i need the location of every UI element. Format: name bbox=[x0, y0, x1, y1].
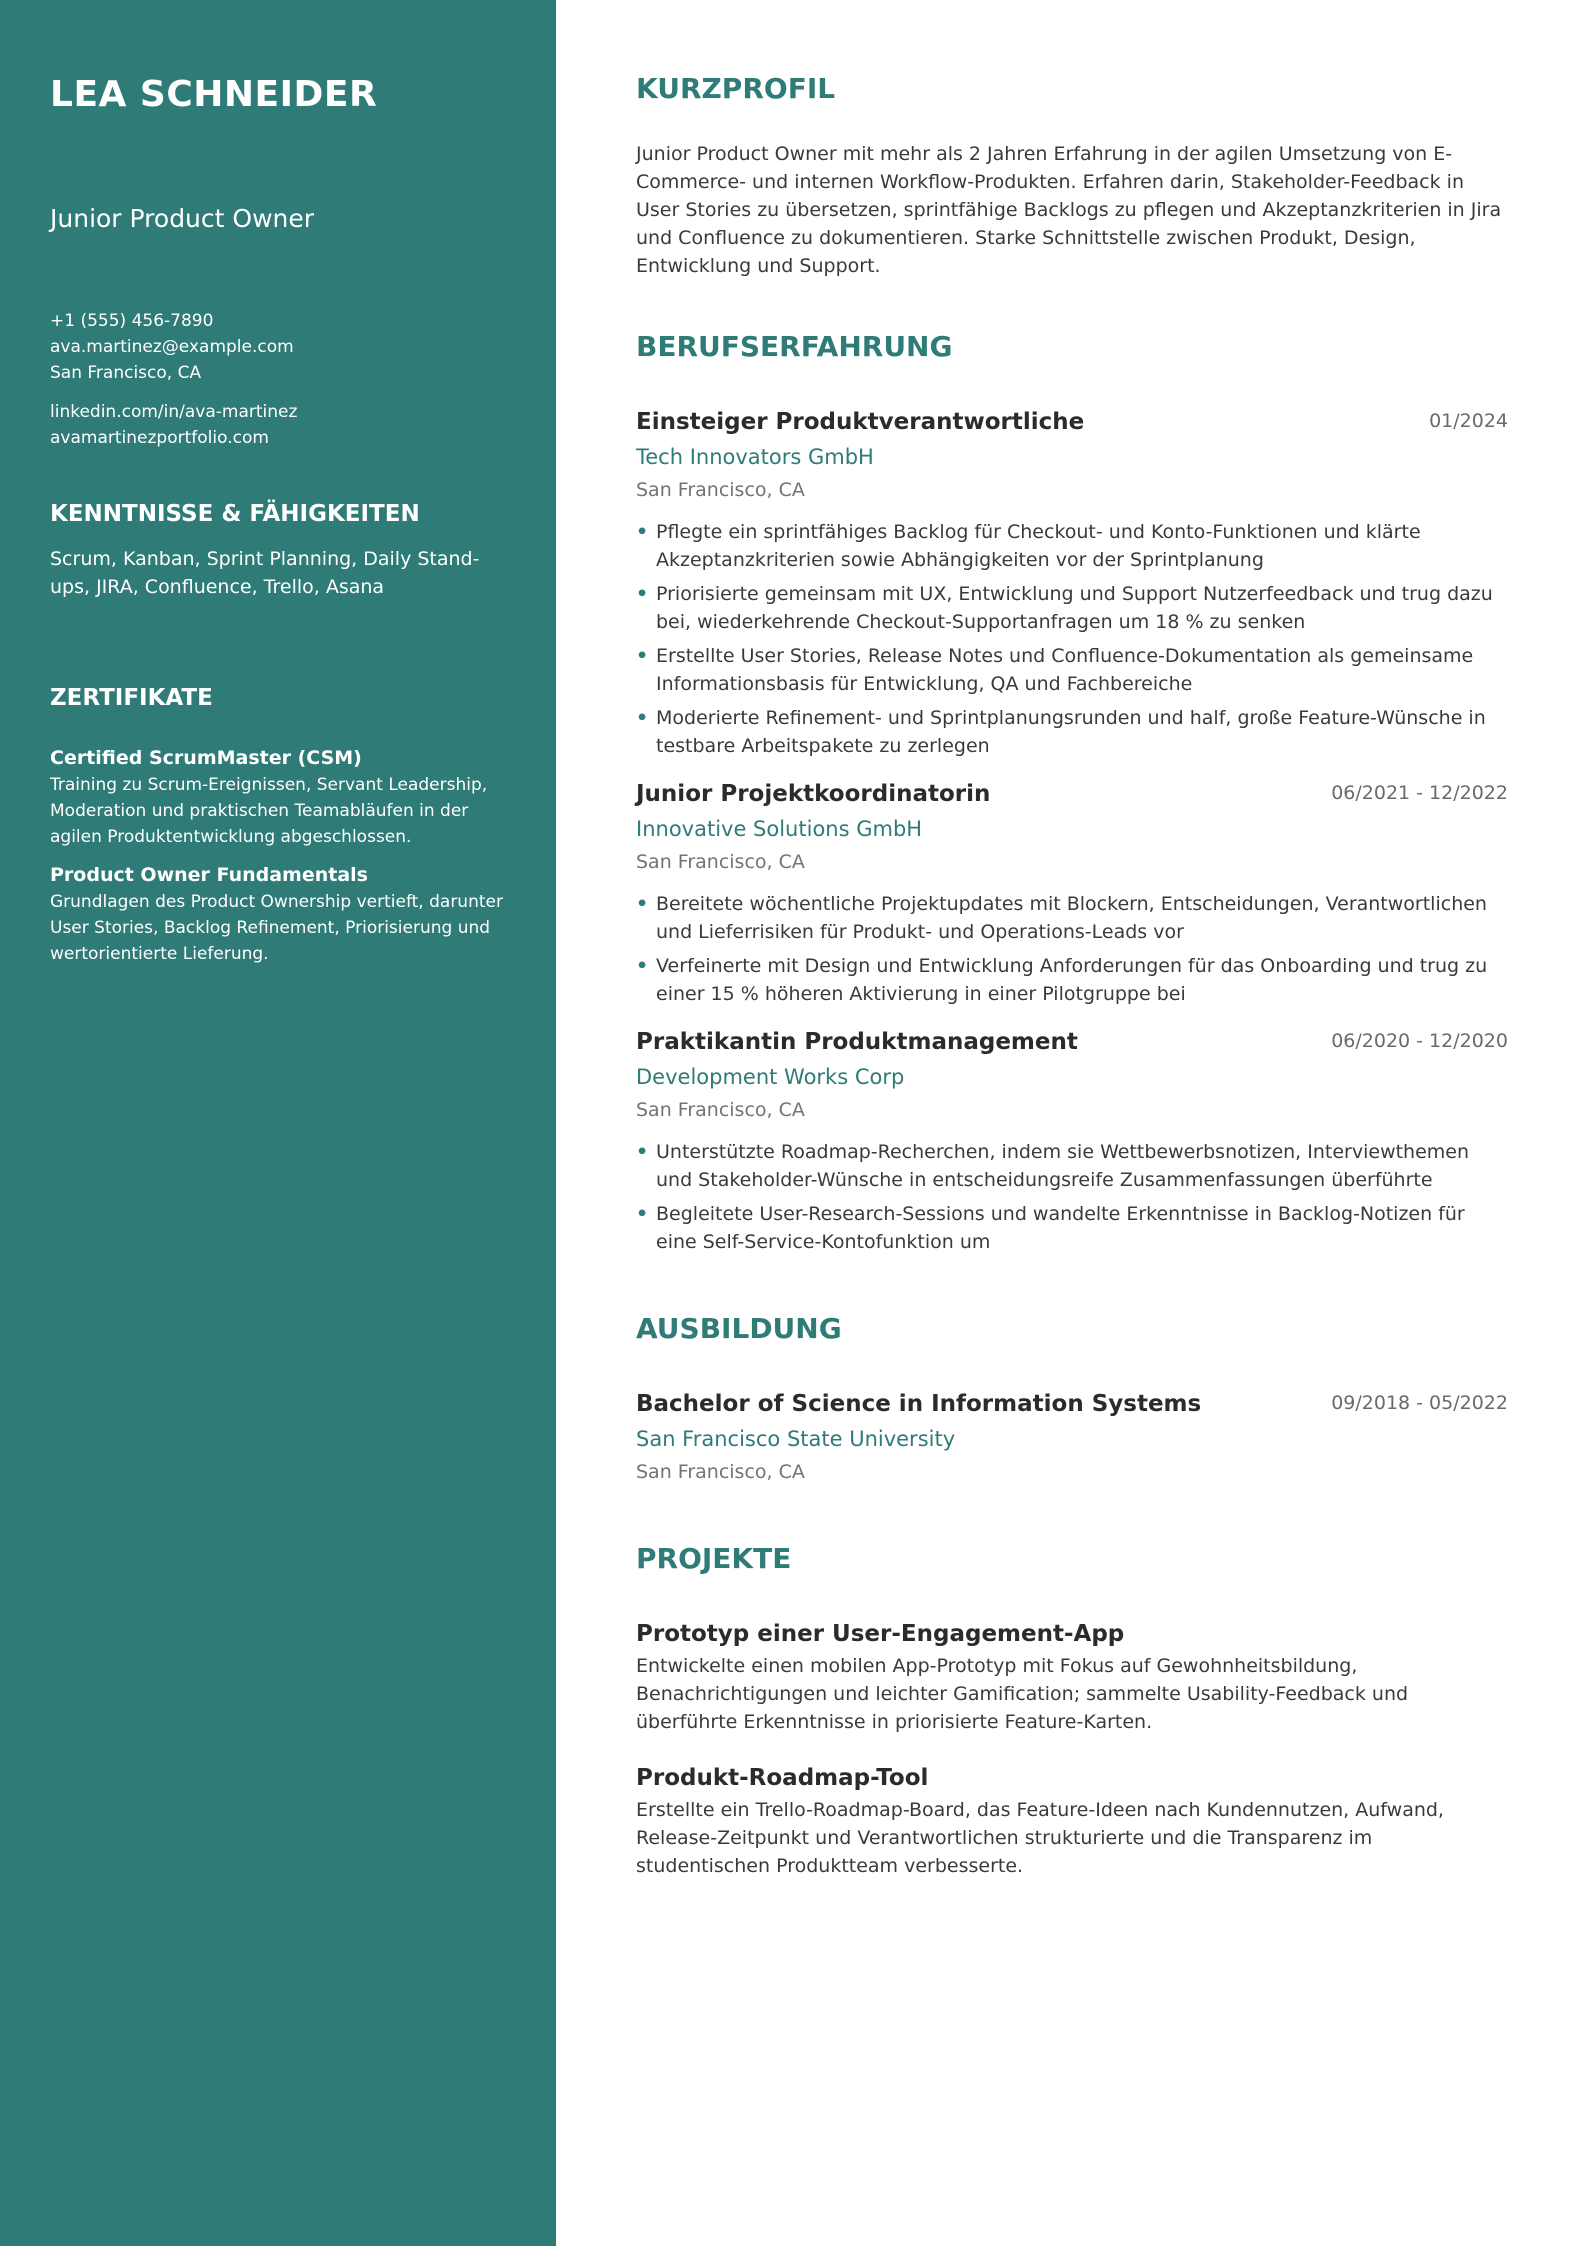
contact-linkedin[interactable]: linkedin.com/in/ava-martinez bbox=[50, 402, 298, 422]
summary-text: Junior Product Owner mit mehr als 2 Jahren Erfahrung in der agilen Umsetzung von E-Commerce- und internen Workflow-Produkten. Erfahren darin, Stakeholder-Feedback in User Stories zu übersetzen, sprintfähige Backlogs zu pflegen und Akzeptanzkriterien in Jira und Confluence zu dokumentieren. Starke Schnittstelle zwischen Produkt, Design, Entwicklung und Support. bbox=[636, 143, 1502, 277]
certificate-description: Grundlagen des Product Ownership vertieft, darunter User Stories, Backlog Refinement, Priorisierung und wertorientierte Lieferung. bbox=[50, 892, 503, 964]
certificate-name: Product Owner Fundamentals bbox=[50, 864, 368, 886]
project-title: Produkt-Roadmap-Tool bbox=[636, 1765, 929, 1791]
education-degree: Bachelor of Science in Information Systems bbox=[636, 1391, 1202, 1417]
job-company: Development Works Corp bbox=[636, 1065, 905, 1089]
projects-heading: PROJEKTE bbox=[636, 1542, 792, 1575]
education-entry bbox=[636, 1388, 1508, 1486]
job-date: 06/2020 - 12/2020 bbox=[1331, 1030, 1508, 1052]
job-bullet: • Pflegte ein sprintfähiges Backlog für Checkout- und Konto-Funktionen und klärte Akzeptanzkriterien sowie Abhängigkeiten vor der Sprintplanung bbox=[636, 518, 1508, 574]
job-location: San Francisco, CA bbox=[636, 479, 805, 501]
job-company: Tech Innovators GmbH bbox=[636, 445, 874, 469]
job-bullet: • Priorisierte gemeinsam mit UX, Entwicklung und Support Nutzerfeedback und trug dazu bei, wiederkehrende Checkout-Supportanfragen um 18 % zu senken bbox=[636, 580, 1508, 636]
certificate-name: Certified ScrumMaster (CSM) bbox=[50, 747, 362, 769]
project-description: Erstellte ein Trello-Roadmap-Board, das Feature-Ideen nach Kundennutzen, Aufwand, Release-Zeitpunkt und Verantwortlichen strukturierte und die Transparenz im studentischen Produktteam verbesserte. bbox=[636, 1799, 1444, 1877]
job-bullet: • Moderierte Refinement- und Sprintplanungsrunden und half, große Feature-Wünsche in testbare Arbeitspakete zu zerlegen bbox=[636, 704, 1508, 760]
job-entry bbox=[636, 406, 1508, 760]
certificate-description: Training zu Scrum-Ereignissen, Servant Leadership, Moderation und praktischen Teamabläufen in der agilen Produktentwicklung abgeschlossen. bbox=[50, 775, 488, 847]
education-heading: AUSBILDUNG bbox=[636, 1312, 842, 1345]
job-title: Praktikantin Produktmanagement bbox=[636, 1029, 1078, 1055]
project-entry bbox=[636, 1618, 1508, 1736]
job-company: Innovative Solutions GmbH bbox=[636, 817, 923, 841]
certificate-item bbox=[50, 862, 506, 967]
job-title: Einsteiger Produktverantwortliche bbox=[636, 409, 1085, 435]
experience-heading: BERUFSERFAHRUNG bbox=[636, 330, 953, 363]
project-title: Prototyp einer User-Engagement-App bbox=[636, 1621, 1125, 1647]
job-title: Junior Projektkoordinatorin bbox=[636, 781, 991, 807]
job-entry bbox=[636, 778, 1508, 1008]
job-bullets bbox=[636, 518, 1508, 760]
contact-block bbox=[50, 308, 506, 451]
candidate-name: LEA SCHNEIDER bbox=[50, 74, 378, 115]
job-date: 01/2024 bbox=[1429, 410, 1508, 432]
education-location: San Francisco, CA bbox=[636, 1461, 805, 1483]
job-bullets bbox=[636, 1138, 1508, 1256]
sidebar bbox=[0, 0, 556, 2246]
skills-list: Scrum, Kanban, Sprint Planning, Daily Stand-ups, JIRA, Confluence, Trello, Asana bbox=[50, 548, 480, 598]
job-entry bbox=[636, 1026, 1508, 1256]
main-content bbox=[636, 70, 1508, 1880]
job-bullet: • Verfeinerte mit Design und Entwicklung Anforderungen für das Onboarding und trug zu einer 15 % höheren Aktivierung in einer Pilotgruppe bei bbox=[636, 952, 1508, 1008]
certificate-item bbox=[50, 745, 506, 850]
contact-spacer bbox=[50, 386, 506, 399]
contact-location: San Francisco, CA bbox=[50, 363, 202, 383]
candidate-role: Junior Product Owner bbox=[50, 204, 315, 233]
job-location: San Francisco, CA bbox=[636, 851, 805, 873]
job-location: San Francisco, CA bbox=[636, 1099, 805, 1121]
certificates-heading: ZERTIFIKATE bbox=[50, 685, 213, 711]
skills-heading: KENNTNISSE & FÄHIGKEITEN bbox=[50, 501, 420, 527]
summary-heading: KURZPROFIL bbox=[636, 72, 836, 105]
job-bullet: • Erstellte User Stories, Release Notes und Confluence-Dokumentation als gemeinsame Informationsbasis für Entwicklung, QA und Fachbereiche bbox=[636, 642, 1508, 698]
job-date: 06/2021 - 12/2022 bbox=[1331, 782, 1508, 804]
education-date: 09/2018 - 05/2022 bbox=[1331, 1392, 1508, 1414]
job-bullet: • Begleitete User-Research-Sessions und wandelte Erkenntnisse in Backlog-Notizen für eine Self-Service-Kontofunktion um bbox=[636, 1200, 1508, 1256]
job-bullets bbox=[636, 890, 1508, 1008]
contact-email[interactable]: ava.martinez@example.com bbox=[50, 337, 294, 357]
job-bullet: • Unterstützte Roadmap-Recherchen, indem sie Wettbewerbsnotizen, Interviewthemen und Stakeholder-Wünsche in entscheidungsreife Zusammenfassungen überführte bbox=[636, 1138, 1508, 1194]
contact-phone[interactable]: +1 (555) 456-7890 bbox=[50, 311, 214, 331]
project-entry bbox=[636, 1762, 1508, 1880]
education-school: San Francisco State University bbox=[636, 1427, 956, 1451]
contact-portfolio[interactable]: avamartinezportfolio.com bbox=[50, 428, 269, 448]
job-bullet: • Bereitete wöchentliche Projektupdates mit Blockern, Entscheidungen, Verantwortlichen und Lieferrisiken für Produkt- und Operations-Leads vor bbox=[636, 890, 1508, 946]
project-description: Entwickelte einen mobilen App-Prototyp mit Fokus auf Gewohnheitsbildung, Benachrichtigungen und leichter Gamification; sammelte Usability-Feedback und überführte Erkenntnisse in priorisierte Feature-Karten. bbox=[636, 1655, 1409, 1733]
